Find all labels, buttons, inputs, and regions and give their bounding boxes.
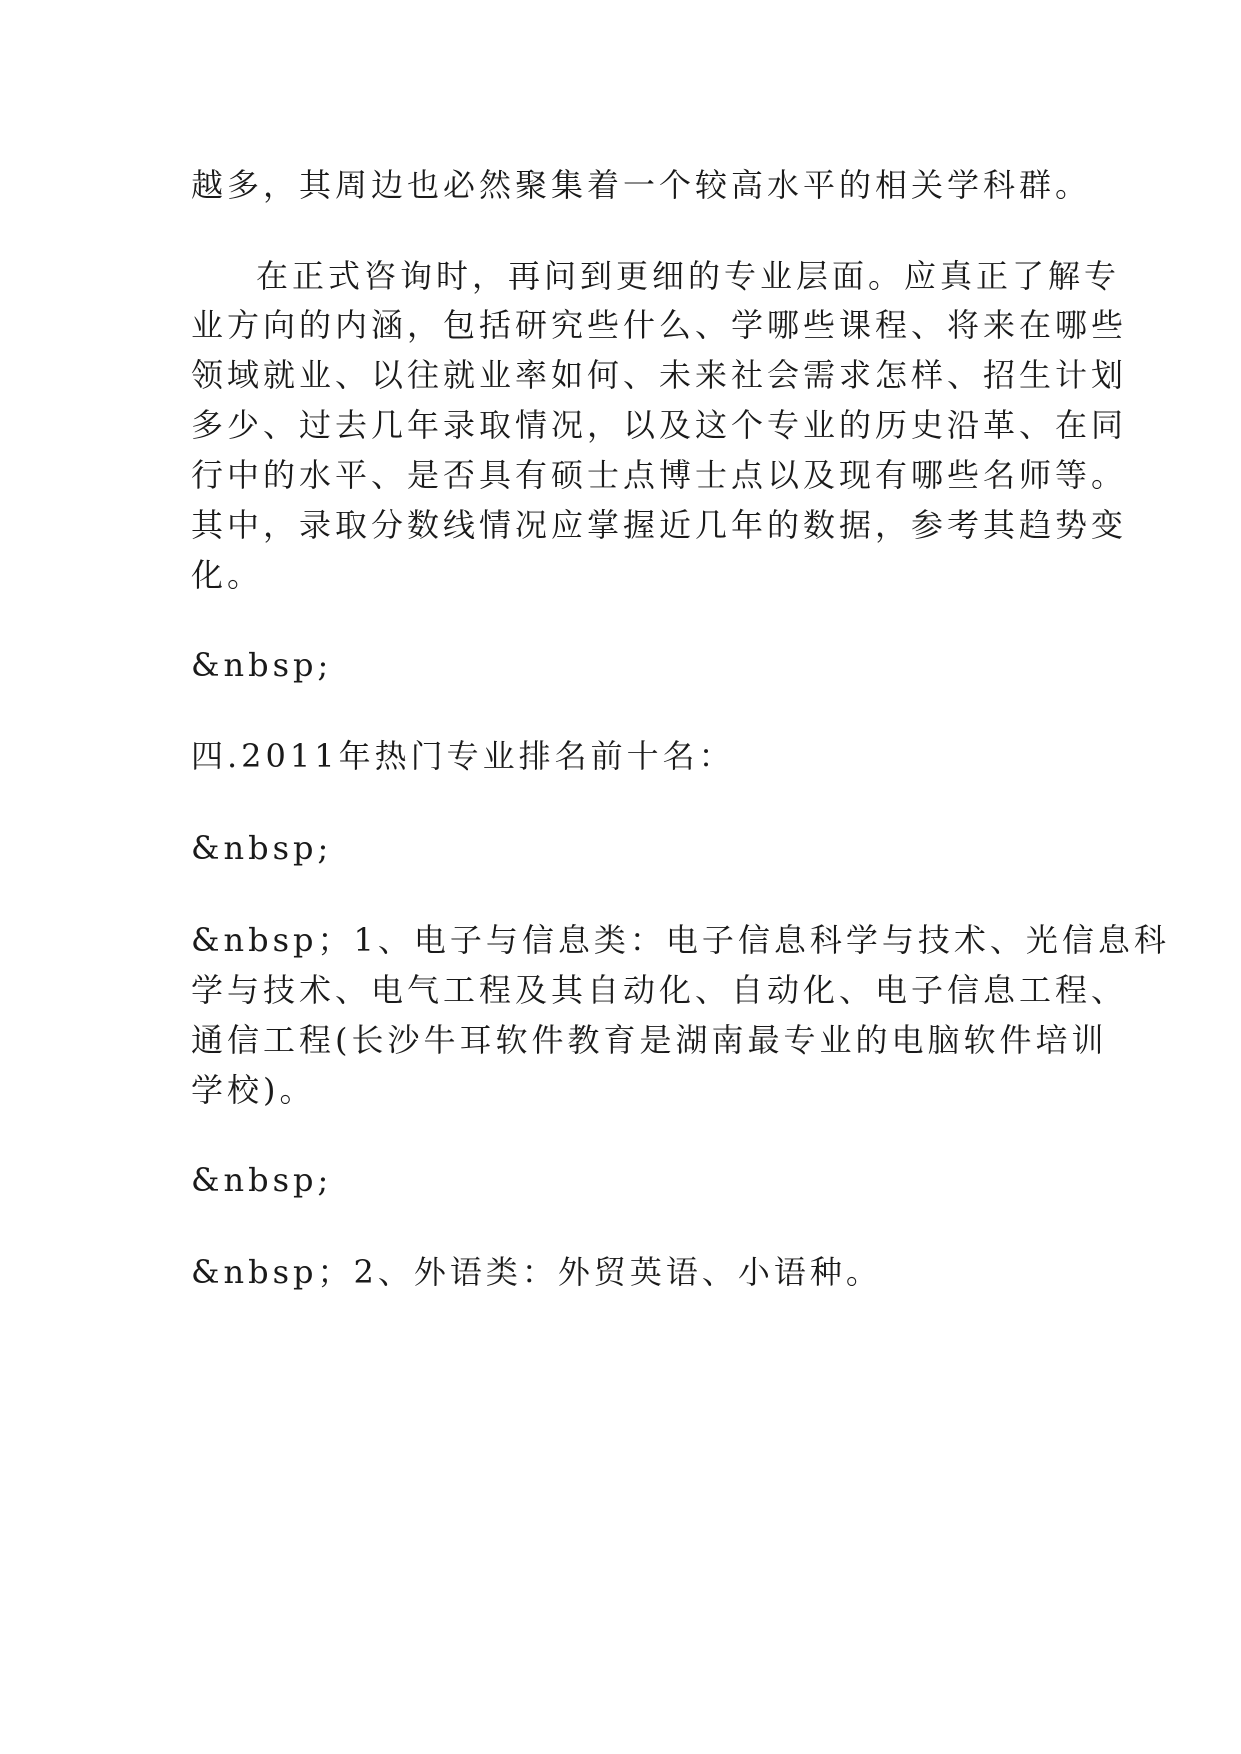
list-item-line: 学与技术、电气工程及其自动化、自动化、电子信息工程、 <box>191 971 1128 1009</box>
nbsp-text: &nbsp; <box>191 1161 333 1199</box>
paragraph-line: 越多，其周边也必然聚集着一个较高水平的相关学科群。 <box>191 166 1092 204</box>
paragraph-line: 在正式咨询时，再问到更细的专业层面。应真正了解专 <box>256 257 1121 295</box>
paragraph-line: 领域就业、以往就业率如何、未来社会需求怎样、招生计划 <box>191 356 1128 394</box>
paragraph-line: 化。 <box>191 556 264 594</box>
list-item-line: &nbsp；2、外语类：外贸英语、小语种。 <box>191 1253 882 1291</box>
nbsp-text: &nbsp; <box>191 646 333 684</box>
section-heading: 四.2011年热门专业排名前十名： <box>191 737 735 775</box>
paragraph-line: 业方向的内涵，包括研究些什么、学哪些课程、将来在哪些 <box>191 306 1128 344</box>
list-item-line: 通信工程(长沙牛耳软件教育是湖南最专业的电脑软件培训 <box>191 1021 1108 1059</box>
list-item-line: &nbsp；1、电子与信息类：电子信息科学与技术、光信息科 <box>191 921 1170 959</box>
paragraph-line: 其中，录取分数线情况应掌握近几年的数据，参考其趋势变 <box>191 506 1128 544</box>
paragraph-line: 多少、过去几年录取情况，以及这个专业的历史沿革、在同 <box>191 406 1128 444</box>
paragraph-line: 行中的水平、是否具有硕士点博士点以及现有哪些名师等。 <box>191 456 1128 494</box>
list-item-line: 学校)。 <box>191 1071 316 1109</box>
nbsp-text: &nbsp; <box>191 829 333 867</box>
